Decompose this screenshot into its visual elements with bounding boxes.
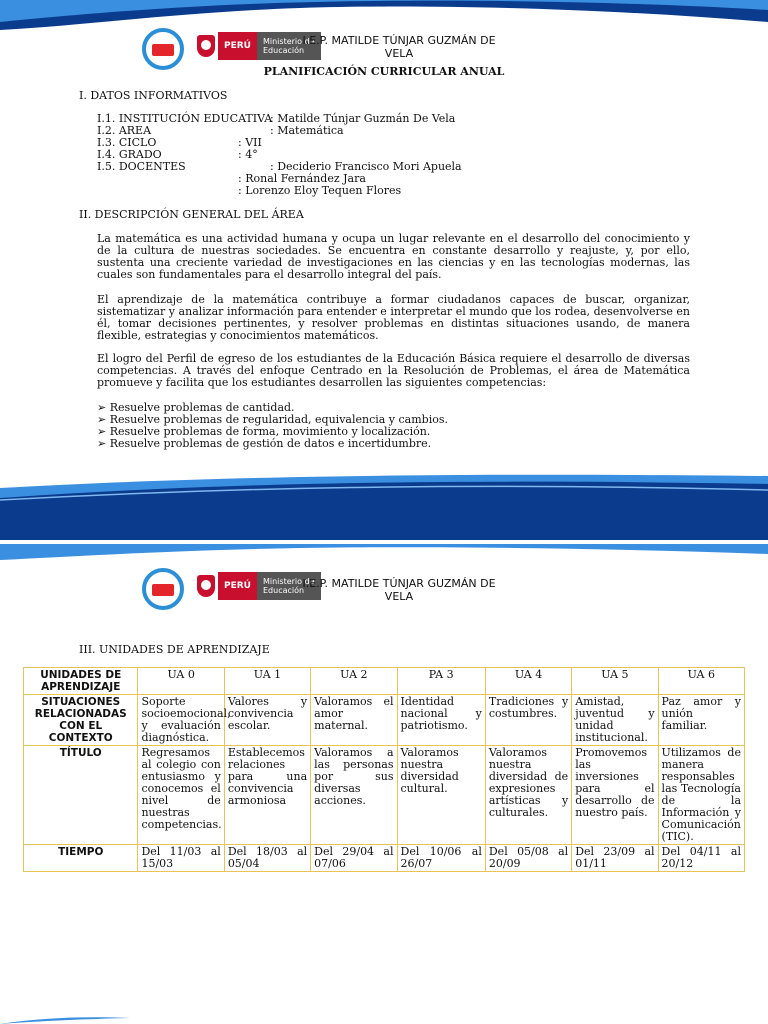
table-cell: Paz amor y unión familiar. xyxy=(658,695,744,746)
table-cell: Del 23/09 al 01/11 xyxy=(572,845,658,872)
description-paragraph: El aprendizaje de la matemática contribuye a formar ciudadanos capaces de buscar, organizar, sistematizar y analizar información para entender e interpretar el mundo que los rodea, desenvolverse en él, tomar decisiones pertinentes, y resolver problemas en distintas situaciones usando, de manera flexible, estrategias y conocimientos matemáticos. xyxy=(97,293,690,342)
table-cell: Valoramos nuestra diversidad de expresiones artísticas y culturales. xyxy=(485,746,571,845)
column-header: UA 1 xyxy=(224,668,310,695)
column-header: UA 5 xyxy=(572,668,658,695)
table-cell: Promovemos las inversiones para el desarrollo de nuestro país. xyxy=(572,746,658,845)
table-cell: Del 18/03 al 05/04 xyxy=(224,845,310,872)
education-logo-icon xyxy=(142,568,184,610)
row-header: SITUACIONES RELACIONADAS CON EL CONTEXTO xyxy=(24,695,138,746)
info-value: : 4° xyxy=(238,148,258,161)
ministry-badge: PERÚ xyxy=(218,32,257,60)
peru-shield-icon xyxy=(197,35,215,57)
page-header xyxy=(0,563,768,623)
table-cell: Del 11/03 al 15/03 xyxy=(138,845,224,872)
competency-label: Resuelve problemas de forma, movimiento y localización. xyxy=(109,425,431,438)
info-value: : Deciderio Francisco Mori Apuela xyxy=(270,160,462,173)
education-logo-icon xyxy=(142,28,184,70)
school-name: I.E.P. MATILDE TÚNJAR GUZMÁN DE VELA xyxy=(302,577,496,603)
info-label: I.1. INSTITUCIÓN EDUCATIVA xyxy=(97,112,273,125)
bottom-wave-band xyxy=(0,1014,768,1024)
table-cell: Utilizamos de manera responsables las Tecnología de la Información y Comunicación (TIC). xyxy=(658,746,744,845)
ministry-name: Ministerio de Educación xyxy=(257,572,321,600)
school-name: I.E.P. MATILDE TÚNJAR GUZMÁN DE VELA xyxy=(302,34,496,60)
info-label: I.5. DOCENTES xyxy=(97,160,186,173)
table-cell: Valoramos a las personas por sus diversas acciones. xyxy=(311,746,397,845)
table-row xyxy=(24,695,745,746)
peru-shield-icon xyxy=(197,575,215,597)
table-cell: Amistad, juventud y unidad institucional. xyxy=(572,695,658,746)
info-value: : Lorenzo Eloy Tequen Flores xyxy=(238,184,402,197)
section1-heading: I. DATOS INFORMATIVOS xyxy=(79,89,228,102)
table-cell: Del 04/11 al 20/12 xyxy=(658,845,744,872)
row-header: TIEMPO xyxy=(24,845,138,872)
arrow-bullet-icon: ➢ xyxy=(97,437,110,450)
table-cell: Valoramos el amor maternal. xyxy=(311,695,397,746)
info-value: : VII xyxy=(238,136,262,149)
competency-label: Resuelve problemas de gestión de datos e incertidumbre. xyxy=(109,437,432,450)
competency-label: Resuelve problemas de cantidad. xyxy=(109,401,295,414)
info-label: I.3. CICLO xyxy=(97,136,157,149)
table-cell: Del 05/08 al 20/09 xyxy=(485,845,571,872)
description-paragraph: El logro del Perfil de egreso de los estudiantes de la Educación Básica requiere el desarrollo de diversas competencias. A través del enfoque Centrado en la Resolución de Problemas, el área de Matemática promueve y facilita que los estudiantes desarrollen las siguientes competencias: xyxy=(97,352,690,389)
table-row xyxy=(24,746,745,845)
table-cell: Valoramos nuestra diversidad cultural. xyxy=(397,746,485,845)
ministry-name: Ministerio de Educación xyxy=(257,32,321,60)
table-header-row xyxy=(24,668,745,695)
arrow-bullet-icon: ➢ xyxy=(97,425,110,438)
ministry-badge: PERÚ xyxy=(218,572,257,600)
info-value: : Ronal Fernández Jara xyxy=(238,172,366,185)
table-cell: Regresamos al colegio con entusiasmo y conocemos el nivel de nuestras competencias. xyxy=(138,746,224,845)
section2-heading: II. DESCRIPCIÓN GENERAL DEL ÁREA xyxy=(79,208,304,221)
table-cell: Tradiciones y costumbres. xyxy=(485,695,571,746)
competency-item xyxy=(97,438,431,450)
column-header: UA 0 xyxy=(138,668,224,695)
table-cell: Valores y convivencia escolar. xyxy=(224,695,310,746)
table-cell: Establecemos relaciones para una convivencia armoniosa xyxy=(224,746,310,845)
arrow-bullet-icon: ➢ xyxy=(97,413,110,426)
table-cell: Del 29/04 al 07/06 xyxy=(311,845,397,872)
info-value: : Matilde Túnjar Guzmán De Vela xyxy=(270,112,456,125)
table-cell: Del 10/06 al 26/07 xyxy=(397,845,485,872)
column-header: UA 4 xyxy=(485,668,571,695)
table-cell: Soporte socioemocional, y evaluación diagnóstica. xyxy=(138,695,224,746)
row-header: TÍTULO xyxy=(24,746,138,845)
competency-label: Resuelve problemas de regularidad, equivalencia y cambios. xyxy=(109,413,448,426)
info-label: I.2. AREA xyxy=(97,124,152,137)
page-break-wave xyxy=(0,470,768,562)
doc-title: PLANIFICACIÓN CURRICULAR ANUAL xyxy=(263,65,505,78)
section3-heading: III. UNIDADES DE APRENDIZAJE xyxy=(79,643,270,656)
table-cell: Identidad nacional y patriotismo. xyxy=(397,695,485,746)
column-header: PA 3 xyxy=(397,668,485,695)
table-row xyxy=(24,845,745,872)
units-table xyxy=(23,667,745,872)
column-header: UNIDADES DE APRENDIZAJE xyxy=(24,668,138,695)
arrow-bullet-icon: ➢ xyxy=(97,401,110,414)
column-header: UA 6 xyxy=(658,668,744,695)
description-paragraph: La matemática es una actividad humana y ocupa un lugar relevante en el desarrollo del conocimiento y de la cultura de nuestras sociedades. Se encuentra en constante desarrollo y reajuste, y, por ello, sustenta una creciente variedad de investigaciones en las ciencias y en las tecnologías modernas, las cuales son fundamentales para el desarrollo integral del país. xyxy=(97,232,690,281)
column-header: UA 2 xyxy=(311,668,397,695)
info-value: : Matemática xyxy=(270,124,344,137)
info-label: I.4. GRADO xyxy=(97,148,162,161)
